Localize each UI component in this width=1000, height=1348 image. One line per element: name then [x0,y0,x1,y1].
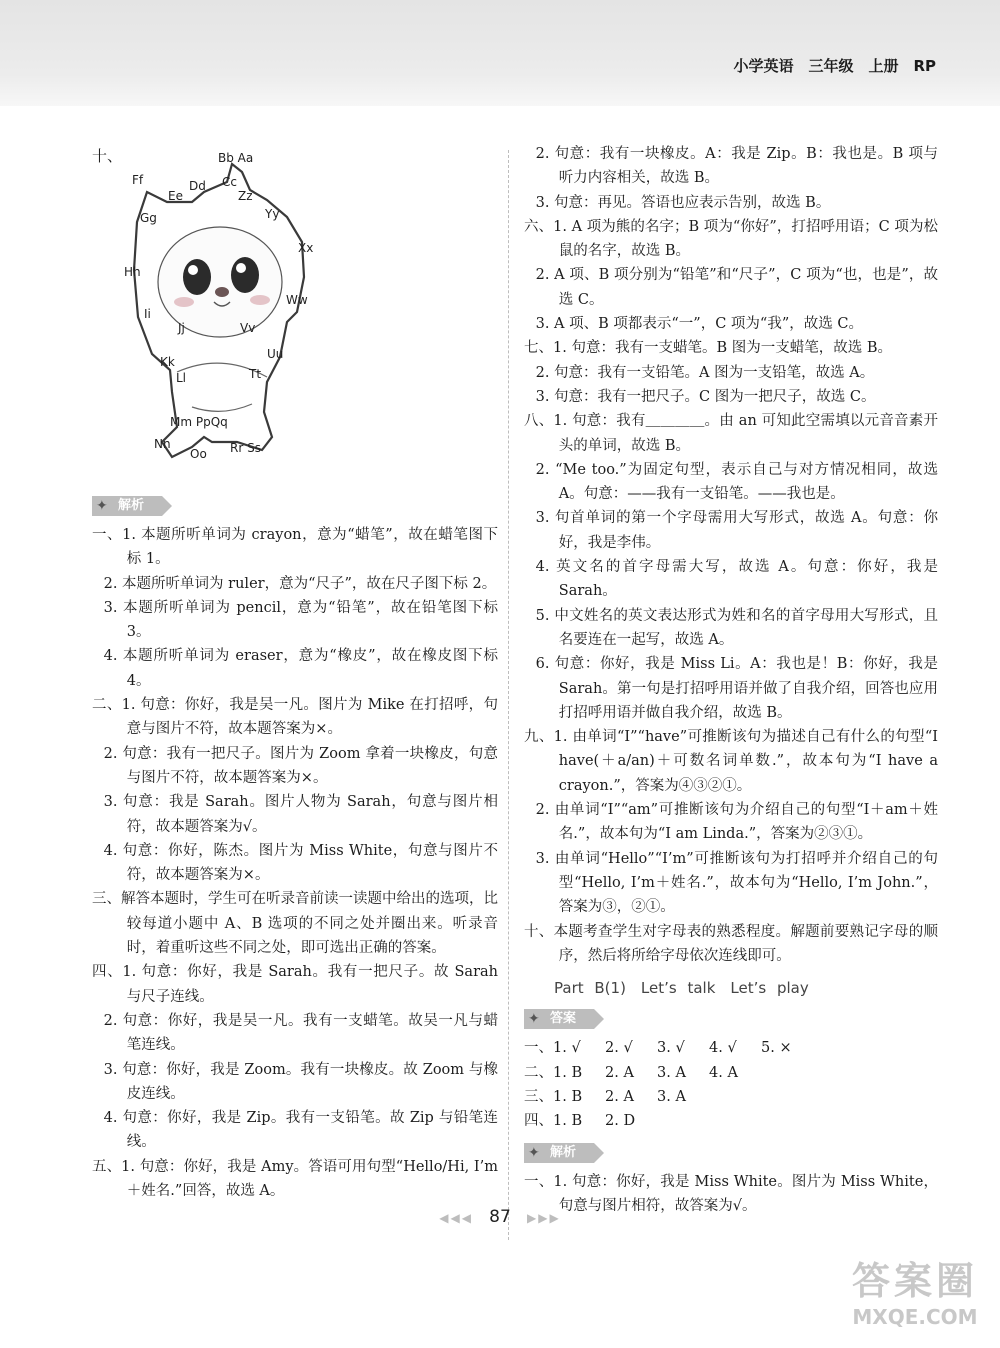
page-footer [0,1207,1000,1227]
analysis-paragraph: 5. 中文姓名的英文表达形式为姓和名的首字母用大写形式，且名要连在一起写，故选 A。 [535,607,938,648]
answer-row [524,1061,938,1085]
analysis-paragraph: 六、1. A 项为熊的名字；B 项为“你好”，打招呼用语；C 项为松鼠的名字，故选 B。 [524,218,938,260]
answer-row [524,1109,938,1133]
analysis-paragraph: 2. 本题所听单词为 ruler，意为“尺子”，故在尺子图下标 2。 [103,575,497,592]
answer-item: 2. √ [605,1040,633,1057]
cat-right-eye [231,257,259,293]
cat-face [158,227,282,337]
letter-cc: Cc [222,175,237,189]
analysis-paragraph: 3. A 项、B 项都表示“一”，C 项为“我”，故选 C。 [535,316,863,333]
analysis-paragraph: 4. 本题所听单词为 eraser，意为“橡皮”，故在橡皮图下标 4。 [103,648,498,689]
cat-left-eye-shine [188,265,198,275]
cat-left-eye [183,259,211,295]
header-banner [0,0,1000,106]
analysis-paragraph: 十、本题考查学生对字母表的熟悉程度。解题前要熟记字母的顺序，然后将所给字母依次连线即可。 [524,923,938,964]
cat-left-cheek [174,297,194,307]
left-column [92,142,498,1203]
letter-ww: Ww [286,293,308,307]
book-title: 小学英语 三年级 上册 RP [733,57,936,75]
watermark-url: MXQE.COM [852,1305,978,1329]
answer-item: 1. B [553,1088,583,1105]
letter-hh: Hh [124,265,141,279]
answers-block [524,1036,938,1133]
analysis-paragraph: 2. 由单词“I”“am”可推断该句为介绍自己的句型“I＋am＋姓名.”，故本句为“I am Linda.”，答案为②③①。 [535,802,938,843]
analysis-paragraph: 3. 句首单词的第一个字母需用大写形式，故选 A。句意：你好，我是李伟。 [535,510,938,551]
answer-item: 2. A [605,1064,634,1081]
prev-arrows-icon: ◀◀◀ [439,1211,473,1225]
answer-item: 3. A [657,1064,686,1081]
analysis-paragraph: 4. 句意：你好，我是 Zip。我有一支铅笔。故 Zip 与铅笔连线。 [103,1110,498,1151]
analysis-tag [92,496,162,516]
cat-right-cheek [250,295,270,305]
analysis-paragraph: 3. 本题所听单词为 pencil，意为“铅笔”，故在铅笔图下标 3。 [103,599,498,641]
letter-aa: Bb Aa [218,151,254,165]
analysis-tag-row [92,493,498,519]
page-number: 87 [489,1207,511,1227]
answer-item: 2. A [605,1088,634,1105]
star-icon: ✦ [528,1011,540,1028]
analysis-paragraph: 一、1. 句意：你好，我是 Miss White。图片为 Miss White，句意与图片相符，故答案为√。 [524,1173,938,1214]
letter-mm: Mm PpQq [170,415,228,429]
next-arrows-icon: ▶▶▶ [527,1211,561,1225]
alphabet-figure [92,142,498,487]
cat-right-eye-shine [236,263,246,273]
letter-uu: Uu [267,347,284,361]
answer-row-label: 二、 [524,1064,553,1081]
cat-belly [192,404,252,411]
answer-item: 4. √ [709,1040,737,1057]
analysis-paragraph: 3. 句意：我有一把尺子。C 图为一把尺子，故选 C。 [535,388,876,405]
letter-jj: Jj [178,321,185,335]
cat-nose [215,287,229,297]
answer-item: 5. × [761,1040,792,1057]
answer-item: 2. D [605,1113,636,1130]
analysis-paragraph: 2. 句意：我有一块橡皮。A：我是 Zip。B：我也是。B 项与听力内容相关，故选 B。 [535,146,938,187]
analysis-paragraph: 二、1. 句意：你好，我是吴一凡。图片为 Mike 在打招呼，句意与图片不符，故本题答案为×。 [92,697,498,738]
analysis-paragraph: 2. 句意：我有一把尺子。图片为 Zoom 拿着一块橡皮，句意与图片不符，故本题答案为×。 [103,745,498,786]
analysis-paragraph: 4. 英文名的首字母需大写，故选 A。句意：你好，我是 Sarah。 [535,559,938,600]
star-icon: ✦ [96,498,108,514]
figure-section-label: 十、 [92,147,123,165]
letter-ii: Ii [144,307,151,321]
answer-row-label: 三、 [524,1088,553,1105]
analysis-tag-label-2: 解析 [550,1144,577,1160]
letter-ff: Ff [132,173,144,187]
answer-row-label: 一、 [524,1040,553,1057]
analysis-tag-label: 解析 [118,498,145,513]
analysis-paragraph: 八、1. 句意：我有＿＿＿＿。由 an 可知此空需填以元音音素开头的单词，故选 B。 [524,413,938,454]
letter-ll: Ll [176,371,187,385]
star-icon: ✦ [528,1144,540,1161]
right-column [524,142,938,1218]
letter-yy: Yy [265,207,280,221]
answer-item: 3. A [657,1088,686,1105]
letter-nn: Nn [154,437,171,451]
letter-xx: Xx [298,241,314,255]
watermark [852,1250,978,1329]
letter-rr: Rr Ss [230,441,261,455]
answer-item: 1. B [553,1064,583,1081]
letter-vv: Vv [240,321,256,335]
analysis-paragraph: 七、1. 句意：我有一支蜡笔。B 图为一支蜡笔，故选 B。 [524,340,892,357]
letter-ee: Ee [168,189,183,203]
analysis-paragraph: 3. 句意：再见。答语也应表示告别，故选 B。 [535,194,831,211]
analysis-paragraph: 四、1. 句意：你好，我是 Sarah。我有一把尺子。故 Sarah 与尺子连线。 [92,964,498,1005]
analysis-paragraph: 2. 句意：你好，我是吴一凡。我有一支蜡笔。故吴一凡与蜡笔连线。 [103,1012,498,1054]
answer-item: 1. B [553,1113,583,1130]
column-divider [508,150,509,1240]
answer-item: 4. A [709,1064,738,1081]
letter-tt: Tt [249,367,262,381]
answer-row [524,1036,938,1060]
analysis-paragraph: 九、1. 由单词“I”“have”可推断该句为描述自己有什么的句型“I have(＋a/an)＋可数名词单数.”，故本句为“I have a crayon.”，答案为④③②①。 [524,729,938,794]
dot-to-dot-cat [92,142,498,487]
analysis-paragraph: 3. 句意：我是 Sarah。图片人物为 Sarah，句意与图片相符，故本题答案为√。 [103,794,498,835]
answer-row [524,1085,938,1109]
answers-tag-label: 答案 [550,1011,577,1027]
analysis-paragraph: 6. 句意：你好，我是 Miss Li。A：我也是！B：你好，我是 Sarah。第一句是打招呼用语并做了自我介绍，回答也应用打招呼用语并做自我介绍，故选 B。 [535,656,938,721]
answer-item: 3. √ [657,1040,685,1057]
analysis-paragraph: 2. 句意：我有一支铅笔。A 图为一支铅笔，故选 A。 [535,364,875,381]
letter-dd: Dd [189,179,206,193]
analysis-paragraph: 五、1. 句意：你好，我是 Amy。答语可用句型“Hello/Hi, I’m ＋姓名.”回答，故选 A。 [92,1158,498,1200]
analysis-tag-row-2 [524,1140,938,1166]
analysis-paragraph: 4. 句意：你好，陈杰。图片为 Miss White，句意与图片不符，故本题答案为×。 [103,842,498,884]
answers-tag [524,1009,594,1029]
right-analysis-list [524,142,938,968]
left-analysis-list [92,523,498,1203]
analysis-paragraph: 3. 由单词“Hello”“I’m”可推断该句为打招呼并介绍自己的句型“Hello, I’m＋姓名.”，故本句为“Hello, I’m John.”，答案为③，②①。 [535,850,938,916]
analysis-paragraph: 三、解答本题时，学生可在听录音前读一读题中给出的选项，比较每道小题中 A、B 选项的不同之处并圈出来。听录音时，着重听这些不同之处，即可选出正确的答案。 [92,891,498,957]
analysis-paragraph: 3. 句意：你好，我是 Zoom。我有一块橡皮。故 Zoom 与橡皮连线。 [103,1061,498,1102]
analysis-paragraph: 2. “Me too.”为固定句型，表示自己与对方情况相同，故选 A。句意：——我有一支铅笔。——我也是。 [535,461,938,503]
answer-item: 1. √ [553,1040,581,1057]
analysis-tag-2 [524,1143,594,1163]
letter-oo: Oo [190,447,207,461]
answer-row-label: 四、 [524,1113,553,1130]
watermark-logo: 答案圈 [851,1259,978,1303]
letter-zz: Zz [238,189,253,203]
answers-tag-row [524,1006,938,1032]
letter-gg: Gg [140,211,157,225]
part-heading: Part B(1) Let’s talk Let’s play [554,979,809,998]
analysis-paragraph: 2. A 项、B 项分别为“铅笔”和“尺子”，C 项为“也，也是”，故选 C。 [535,267,938,308]
analysis-paragraph: 一、1. 本题所听单词为 crayon，意为“蜡笔”，故在蜡笔图下标 1。 [92,527,498,568]
letter-kk: Kk [160,355,175,369]
